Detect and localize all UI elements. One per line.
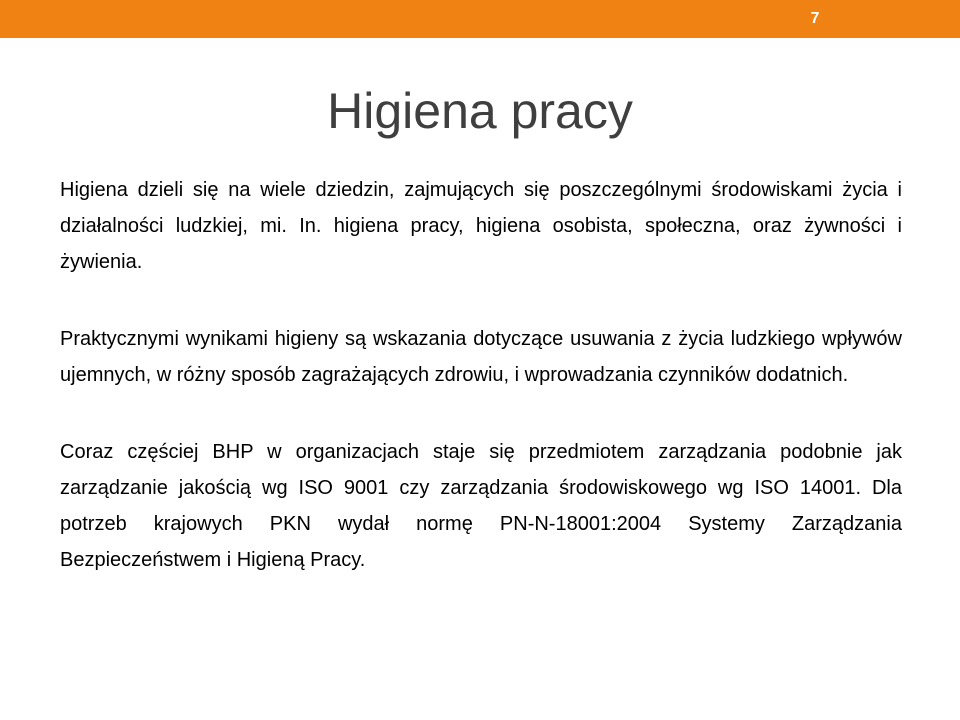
slide-number: 7 [810, 10, 820, 27]
paragraph-3: Coraz częściej BHP w organizacjach staje się przedmiotem zarządzania podobnie jak zarządzanie jakością wg ISO 9001 czy zarządzania środowiskowego wg ISO 14001. Dla potrzeb krajowych PKN wydał normę PN-N-18001:2004 Systemy Zarządzania Bezpieczeństwem i Higieną Pracy. [60, 441, 902, 571]
paragraph-2: Praktycznymi wynikami higieny są wskazania dotyczące usuwania z życia ludzkiego wpływów ujemnych, w różny sposób zagrażających zdrowiu, i wprowadzania czynników dodatnich. [60, 328, 902, 386]
paragraph-1: Higiena dzieli się na wiele dziedzin, zajmujących się poszczególnymi środowiskami życia i działalności ludzkiej, mi. In. higiena pracy, higiena osobista, społeczna, oraz żywności i żywienia. [60, 179, 902, 273]
slide-title: Higiena pracy [327, 83, 633, 139]
slide-body [60, 172, 902, 619]
top-accent-bar [0, 0, 960, 38]
